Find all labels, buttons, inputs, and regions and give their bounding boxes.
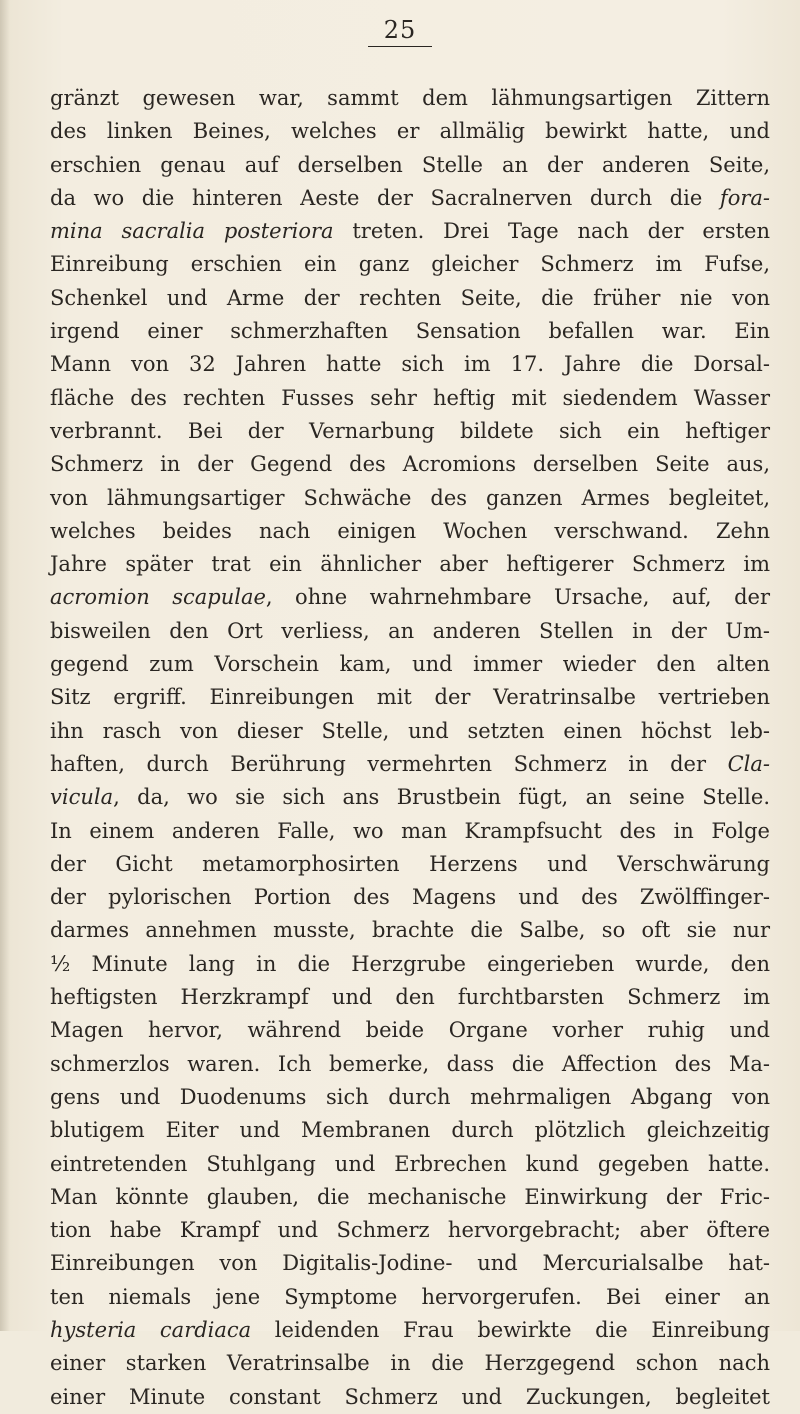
text-segment: ten niemals jene Symptome hervorgerufen. Bei einer an <box>50 1284 770 1309</box>
text-segment: gegend zum Vorschein kam, und immer wieder den alten <box>50 652 770 677</box>
text-segment: blutigem Eiter und Membranen durch plötzlich gleichzeitig <box>50 1118 770 1143</box>
text-segment: fläche des rechten Fusses sehr heftig mit siedendem Wasser <box>50 385 770 410</box>
text-line <box>50 315 770 348</box>
text-segment: des linken Beines, welches er allmälig bewirkt hatte, und <box>50 119 770 144</box>
text-segment: von lähmungsartiger Schwäche des ganzen Armes begleitet, <box>50 485 770 510</box>
italic-text: fora- <box>719 185 770 210</box>
text-segment: der pylorischen Portion des Magens und des Zwölffinger- <box>50 885 770 910</box>
text-segment: bisweilen den Ort verliess, an anderen Stellen in der Um- <box>50 618 770 643</box>
text-line <box>50 1081 770 1114</box>
text-segment: heftigsten Herzkrampf und den furchtbarsten Schmerz im <box>50 985 770 1010</box>
text-line <box>50 948 770 981</box>
italic-text: hysteria cardiaca <box>50 1317 252 1342</box>
text-segment: erschien genau auf derselben Stelle an der anderen Seite, <box>50 152 770 177</box>
text-line <box>50 1281 770 1314</box>
text-line <box>50 515 770 548</box>
text-line <box>50 1114 770 1147</box>
text-line <box>50 781 770 814</box>
italic-text: vicula <box>50 785 114 810</box>
text-segment: leidenden Frau bewirkte die Einreibung <box>251 1317 771 1342</box>
text-segment: einer starken Veratrinsalbe in die Herzgegend schon nach <box>50 1351 770 1376</box>
text-segment: ihn rasch von dieser Stelle, und setzten einen höchst leb- <box>50 718 770 743</box>
text-segment: welches beides nach einigen Wochen verschwand. Zehn <box>50 518 770 543</box>
page-number <box>0 16 800 44</box>
text-line <box>50 881 770 914</box>
text-segment: , ohne wahrnehmbare Ursache, auf, der <box>265 585 770 610</box>
text-segment: darmes annehmen musste, brachte die Salbe, so oft sie nur <box>50 918 770 943</box>
text-segment: da wo die hinteren Aeste der Sacralnerven durch die <box>50 185 720 210</box>
text-line <box>50 415 770 448</box>
text-segment: Sitz ergriff. Einreibungen mit der Veratrinsalbe vertrieben <box>50 685 770 710</box>
text-line <box>50 1214 770 1247</box>
italic-text: acromion scapulae <box>50 585 266 610</box>
text-line <box>50 681 770 714</box>
text-segment: Magen hervor, während beide Organe vorher ruhig und <box>50 1018 770 1043</box>
text-line <box>50 1181 770 1214</box>
text-segment: Einreibung erschien ein ganz gleicher Schmerz im Fufse, <box>50 252 770 277</box>
text-line <box>50 1347 770 1380</box>
text-line <box>50 748 770 781</box>
text-line <box>50 149 770 182</box>
text-segment: ½ Minute lang in die Herzgrube eingerieben wurde, den <box>50 951 770 976</box>
text-line <box>50 1381 770 1414</box>
page-number-text: 25 <box>368 16 433 47</box>
text-segment: In einem anderen Falle, wo man Krampfsucht des in Folge <box>50 818 770 843</box>
text-segment: verbrannt. Bei der Vernarbung bildete sich ein heftiger <box>50 418 770 443</box>
text-line <box>50 115 770 148</box>
text-line <box>50 182 770 215</box>
text-segment: schmerzlos waren. Ich bemerke, dass die Affection des Ma- <box>50 1051 770 1076</box>
text-line <box>50 282 770 315</box>
text-segment: der Gicht metamorphosirten Herzens und Verschwärung <box>50 851 770 876</box>
page-gutter-shadow <box>0 0 10 1331</box>
text-segment: treten. Drei Tage nach der ersten <box>333 219 771 244</box>
text-line <box>50 448 770 481</box>
text-segment: gens und Duodenums sich durch mehrmaligen Abgang von <box>50 1084 770 1109</box>
text-segment: Mann von 32 Jahren hatte sich im 17. Jahre die Dorsal- <box>50 352 770 377</box>
text-line <box>50 715 770 748</box>
text-line <box>50 1048 770 1081</box>
text-line <box>50 82 770 115</box>
text-line <box>50 981 770 1014</box>
text-line <box>50 615 770 648</box>
text-segment: irgend einer schmerzhaften Sensation befallen war. Ein <box>50 319 770 344</box>
italic-text: mina sacralia posteriora <box>50 219 334 244</box>
text-segment: , da, wo sie sich ans Brustbein fügt, an seine Stelle. <box>113 785 770 810</box>
text-segment: Schmerz in der Gegend des Acromions derselben Seite aus, <box>50 452 770 477</box>
text-segment: tion habe Krampf und Schmerz hervorgebracht; aber öftere <box>50 1218 770 1243</box>
text-line <box>50 815 770 848</box>
text-line <box>50 581 770 614</box>
text-line <box>50 248 770 281</box>
text-segment: Einreibungen von Digitalis-Jodine- und Mercurialsalbe hat- <box>50 1251 770 1276</box>
italic-text: Cla- <box>727 751 770 776</box>
text-segment: eintretenden Stuhlgang und Erbrechen kund gegeben hatte. <box>50 1151 770 1176</box>
body-text <box>50 82 770 1414</box>
text-line <box>50 1148 770 1181</box>
text-line <box>50 215 770 248</box>
text-line <box>50 914 770 947</box>
text-line <box>50 1247 770 1280</box>
text-line <box>50 848 770 881</box>
text-line <box>50 548 770 581</box>
text-segment: Jahre später trat ein ähnlicher aber heftigerer Schmerz im <box>50 552 770 577</box>
text-segment: haften, durch Berührung vermehrten Schmerz in der <box>50 751 728 776</box>
text-line <box>50 482 770 515</box>
text-line <box>50 382 770 415</box>
text-segment: einer Minute constant Schmerz und Zuckungen, begleitet <box>50 1384 770 1409</box>
text-line <box>50 348 770 381</box>
text-line <box>50 1014 770 1047</box>
text-line <box>50 648 770 681</box>
text-segment: gränzt gewesen war, sammt dem lähmungsartigen Zittern <box>50 86 770 110</box>
text-segment: Man könnte glauben, die mechanische Einwirkung der Fric- <box>50 1184 770 1209</box>
text-segment: Schenkel und Arme der rechten Seite, die früher nie von <box>50 285 770 310</box>
